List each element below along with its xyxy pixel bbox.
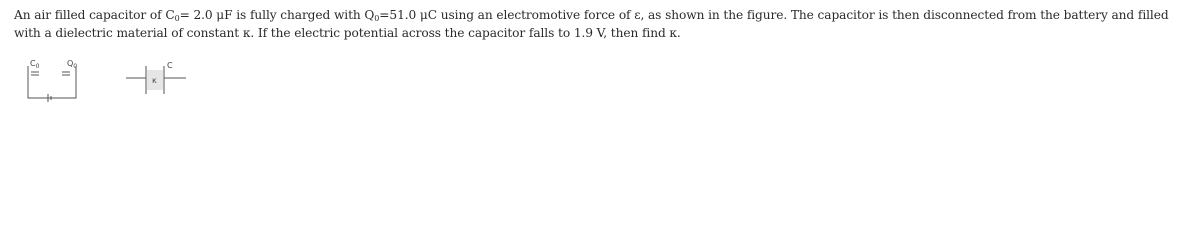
question-part-3: =51.0 μC using an electromotive force of ε, as shown in the figure. The capacitor is then disconnected from the battery and filled with a dielectric material of constant κ. If the electric potential across the capacitor falls to 1.9 V, then find κ. <box>14 8 1169 40</box>
q0-subscript: 0 <box>374 14 380 23</box>
question-text <box>14 6 1190 42</box>
circuit-figure <box>18 58 198 102</box>
c0-subscript: 0 <box>174 14 180 23</box>
right-cap-label: C <box>167 61 173 70</box>
left-circuit-wire <box>28 66 76 98</box>
question-part-1: An air filled capacitor of C <box>14 8 175 22</box>
left-charge-label: $Q_0$ <box>67 59 78 70</box>
question-part-2: = 2.0 μF is fully charged with Q <box>179 8 375 22</box>
left-circuit <box>28 66 76 102</box>
left-cap-label: $C_0$ <box>30 59 40 70</box>
circuit-figure-svg <box>18 58 198 102</box>
dielectric-label: κ <box>152 76 157 85</box>
